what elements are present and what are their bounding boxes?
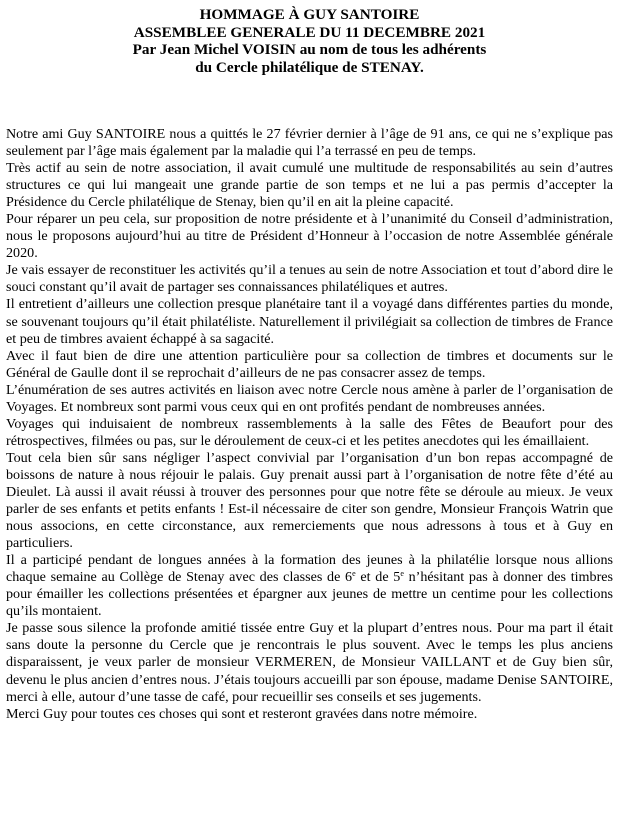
paragraph-4: Je vais essayer de reconstituer les activités qu’il a tenues au sein de notre Association et tout d’abord dire le souci constant qu’il avait de partager ses connaissances philatéliques et autres. — [6, 262, 613, 296]
document-header — [6, 6, 613, 76]
paragraph-5: Il entretient d’ailleurs une collection presque planétaire tant il a voyagé dans différentes parties du monde, se souvenant toujours qu’il était philatéliste. Naturellement il privilégiait sa collection de timbres de France et peu de timbres avaient échappé à sa sagacité. — [6, 296, 613, 347]
ordinal-superscript-5e: e — [400, 569, 404, 579]
paragraph-1: Notre ami Guy SANTOIRE nous a quittés le 27 février dernier à l’âge de 91 ans, ce qui ne s’explique pas seulement par l’âge mais également par la maladie qui l’a terrassé en peu de temps. — [6, 126, 613, 160]
paragraph-8: Voyages qui induisaient de nombreux rassemblements à la salle des Fêtes de Beaufort pour des rétrospectives, filmées ou pas, sur le déroulement de ceux-ci et les petites anecdotes qui les émaillaient. — [6, 415, 613, 449]
paragraph-12: Merci Guy pour toutes ces choses qui sont et resteront gravées dans notre mémoire. — [6, 705, 478, 722]
paragraph-10-text-start: Il a participé pendant de longues années à la formation des jeunes à la philatélie lorsque nous allions chaque semaine au Collège de Stenay avec des classes de 6 — [6, 552, 613, 586]
header-organization: du Cercle philatélique de STENAY. — [195, 58, 424, 76]
ordinal-superscript-6e: e — [352, 569, 356, 579]
header-author: Par Jean Michel VOISIN au nom de tous les adhérents — [132, 41, 487, 58]
paragraph-11: Je passe sous silence la profonde amitié tissée entre Guy et la plupart d’entres nous. Pour ma part il était sans doute la personne du Cercle que je rencontrais le plus souvent. Avec le temps les plus anciens disparaissent, je veux parler de monsieur VERMEREN, de Monsieur VAILLANT et de Guy bien sûr, devenu le plus ancien d’entres nous. J’étais toujours accueilli par son épouse, madame Denise SANTOIRE, merci à elle, autour d’une tasse de café, pour recueillir ses conseils et ses jugements. — [6, 620, 613, 705]
paragraph-6: Avec il faut bien de dire une attention particulière pour sa collection de timbres et documents sur le Général de Gaulle dont il se reprochait d’ailleurs de ne pas consacrer assez de temps. — [6, 347, 613, 381]
header-event: ASSEMBLEE GENERALE DU 11 DECEMBRE 2021 — [133, 23, 486, 41]
paragraph-2: Très actif au sein de notre association, il avait cumulé une multitude de responsabilités au sein d’autres structures ce qui lui mangeait une grande partie de son temps et ne lui a pas permis d’accepter la Présidence du Cercle philatélique de Stenay, bien qu’il en ait la pleine capacité. — [6, 160, 613, 211]
paragraph-3: Pour réparer un peu cela, sur proposition de notre présidente et à l’unanimité du Conseil d’administration, nous le proposons aujourd’hui au titre de Président d’Honneur à l’occasion de notre Assemblée générale 2020. — [6, 211, 613, 262]
document-body — [6, 126, 613, 723]
header-title: HOMMAGE À GUY SANTOIRE — [199, 6, 420, 23]
paragraph-9: Tout cela bien sûr sans négliger l’aspect convivial par l’organisation d’un bon repas accompagné de boissons de nature à nous réjouir le palais. Guy prenait aussi part à l’organisation de notre fête d’été au Dieulet. Là aussi il avait réussi à trouver des personnes pour que notre fête se déroule au mieux. Je veux parler de ses enfants et petits enfants ! Est-il nécessaire de citer son gendre, Monsieur François Watrin que nous associons, en cette circonstance, aux remerciements que nous adressons à tous et à Guy en particuliers. — [6, 449, 613, 552]
paragraph-10-text-end: n’hésitant pas à donner des timbres pour émailler les collections présentées et épargner aux jeunes de mettre un centime pour les collections qu’ils montaient. — [6, 569, 613, 620]
paragraph-10 — [6, 552, 613, 620]
paragraph-7: L’énumération de ses autres activités en liaison avec notre Cercle nous amène à parler de l’organisation de Voyages. Et nombreux sont parmi vous ceux qui en ont profités pendant de nombreuses années. — [6, 381, 613, 415]
paragraph-10-text-middle: et de 5 — [355, 569, 401, 586]
